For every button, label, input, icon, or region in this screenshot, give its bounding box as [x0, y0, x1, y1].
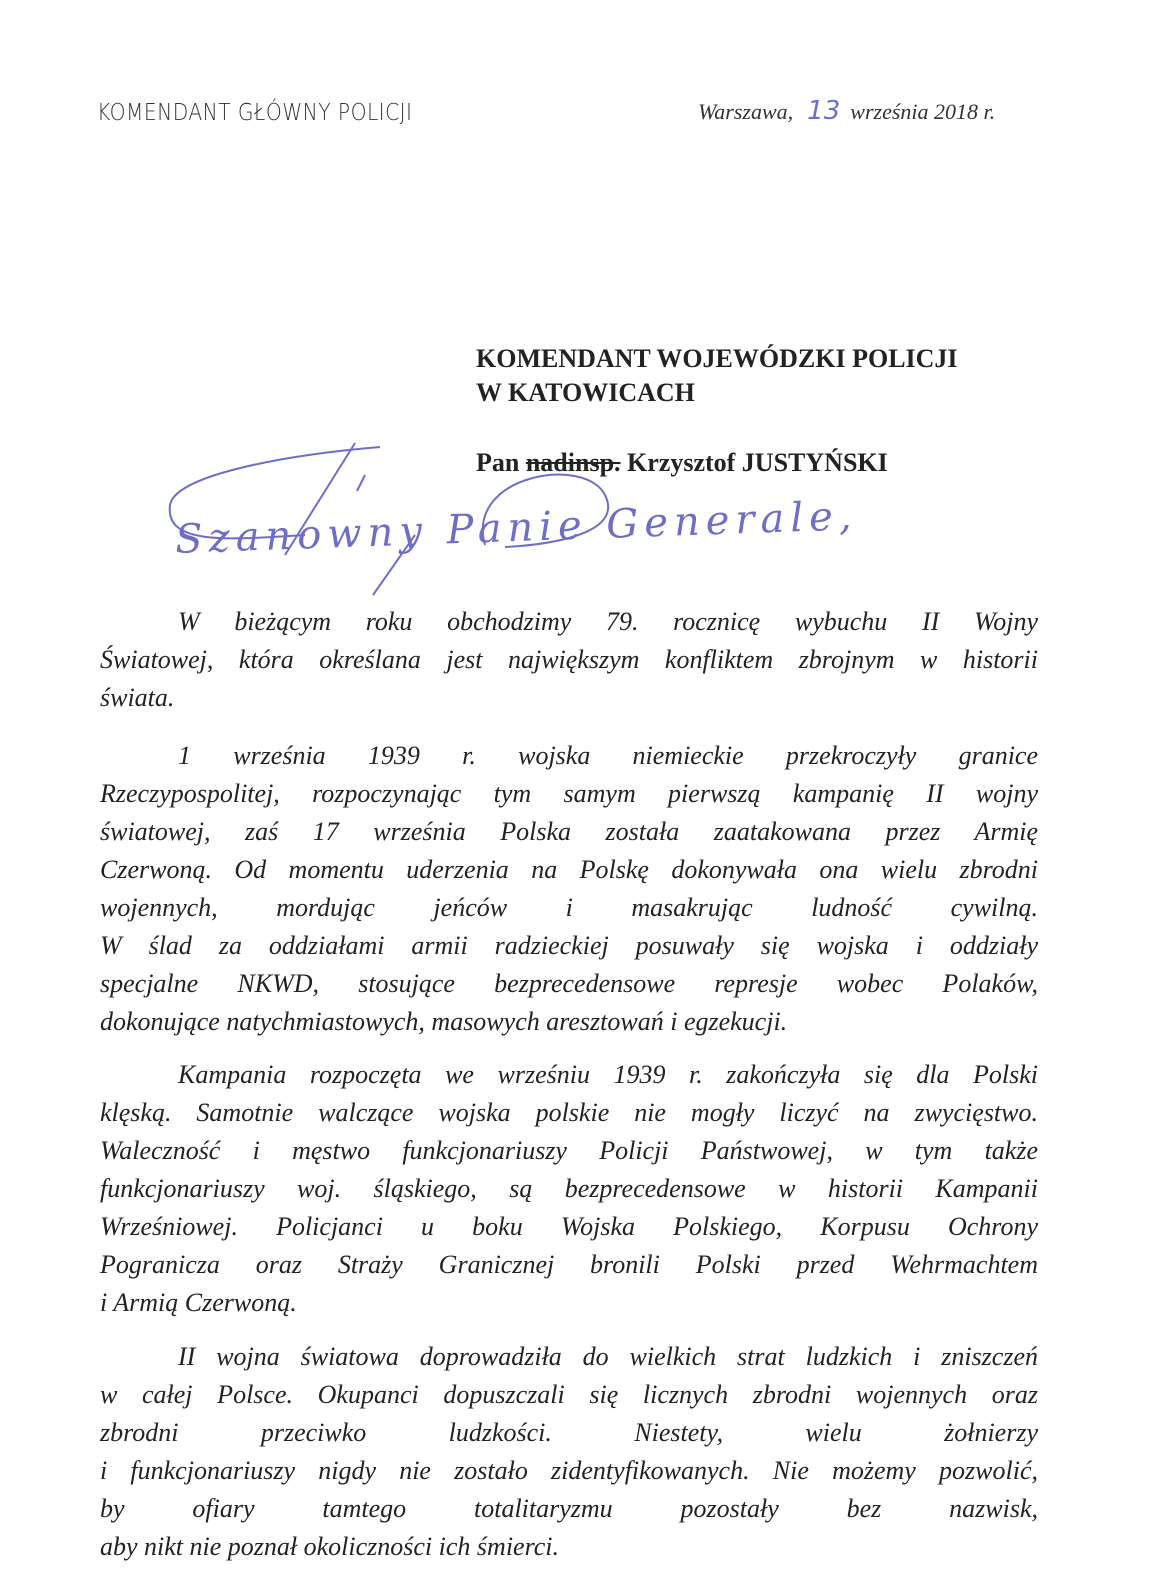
text-line: Czerwoną. Od momentu uderzenia na Polskę dokonywała ona wielu zbrodni [100, 855, 1038, 884]
text-line: Rzeczypospolitej, rozpoczynając tym samym pierwszą kampanię II wojny [100, 779, 1038, 808]
text-line: Światowej, która określana jest największym konfliktem zbrojnym w historii [100, 645, 1038, 674]
text-line: Waleczność i męstwo funkcjonariuszy Policji Państwowej, w tym także [100, 1136, 1038, 1165]
recipient-name: Krzysztof JUSTYŃSKI [627, 448, 888, 477]
text-line: świata. [100, 683, 175, 712]
date-rest: września 2018 r. [850, 99, 996, 124]
sender-heading: KOMENDANT GŁÓWNY POLICJI [97, 100, 413, 126]
place: Warszawa, [698, 99, 794, 124]
text-line: i Armią Czerwoną. [100, 1288, 297, 1317]
handwritten-greeting: Szanowny Panie Generale, [174, 493, 859, 563]
paragraph-4 [100, 1340, 1038, 1568]
text-line: by ofiary tamtego totalitaryzmu pozostały bez nazwisk, [100, 1494, 1038, 1523]
text-line: Kampania rozpoczęta we wrześniu 1939 r. zakończyła się dla Polski [178, 1060, 1038, 1089]
text-line: klęską. Samotnie walczące wojska polskie nie mogły liczyć na zwycięstwo. [100, 1098, 1038, 1127]
text-line: II wojna światowa doprowadziła do wielkich strat ludzkich i zniszczeń [178, 1342, 1038, 1371]
text-line: i funkcjonariuszy nigdy nie zostało zidentyfikowanych. Nie możemy pozwolić, [100, 1456, 1038, 1485]
text-line: W bieżącym roku obchodzimy 79. rocznicę wybuchu II Wojny [178, 607, 1038, 636]
text-line: Wrześniowej. Policjanci u boku Wojska Polskiego, Korpusu Ochrony [100, 1212, 1038, 1241]
paragraph-1 [100, 605, 1038, 719]
salutation-prefix: Pan [476, 448, 520, 477]
date-line [698, 96, 995, 126]
text-line: wojennych, mordując jeńców i masakrując ludność cywilną. [100, 893, 1038, 922]
text-line: aby nikt nie poznał okoliczności ich śmierci. [100, 1532, 559, 1561]
text-line: Pogranicza oraz Straży Granicznej bronili Polski przed Wehrmachtem [100, 1250, 1038, 1279]
text-line: 1 września 1939 r. wojska niemieckie przekroczyły granice [178, 741, 1038, 770]
text-line: w całej Polsce. Okupanci dopuszczali się licznych zbrodni wojennych oraz [100, 1380, 1038, 1409]
text-line: funkcjonariuszy woj. śląskiego, są bezprecedensowe w historii Kampanii [100, 1174, 1038, 1203]
paragraph-3 [100, 1058, 1038, 1324]
recipient-line-2: W KATOWICACH [476, 378, 695, 407]
text-line: światowej, zaś 17 września Polska została zaatakowana przez Armię [100, 817, 1038, 846]
struck-rank: nadinsp. [525, 448, 621, 477]
paragraph-2 [100, 739, 1038, 1043]
text-line: W ślad za oddziałami armii radzieckiej posuwały się wojska i oddziały [100, 931, 1038, 960]
recipient-line-1: KOMENDANT WOJEWÓDZKI POLICJI [476, 344, 958, 373]
text-line: dokonujące natychmiastowych, masowych aresztowań i egzekucji. [100, 1007, 788, 1036]
handwritten-day: 13 [807, 96, 841, 126]
text-line: specjalne NKWD, stosujące bezprecedensowe represje wobec Polaków, [100, 969, 1038, 998]
text-line: zbrodni przeciwko ludzkości. Niestety, wielu żołnierzy [100, 1418, 1038, 1447]
